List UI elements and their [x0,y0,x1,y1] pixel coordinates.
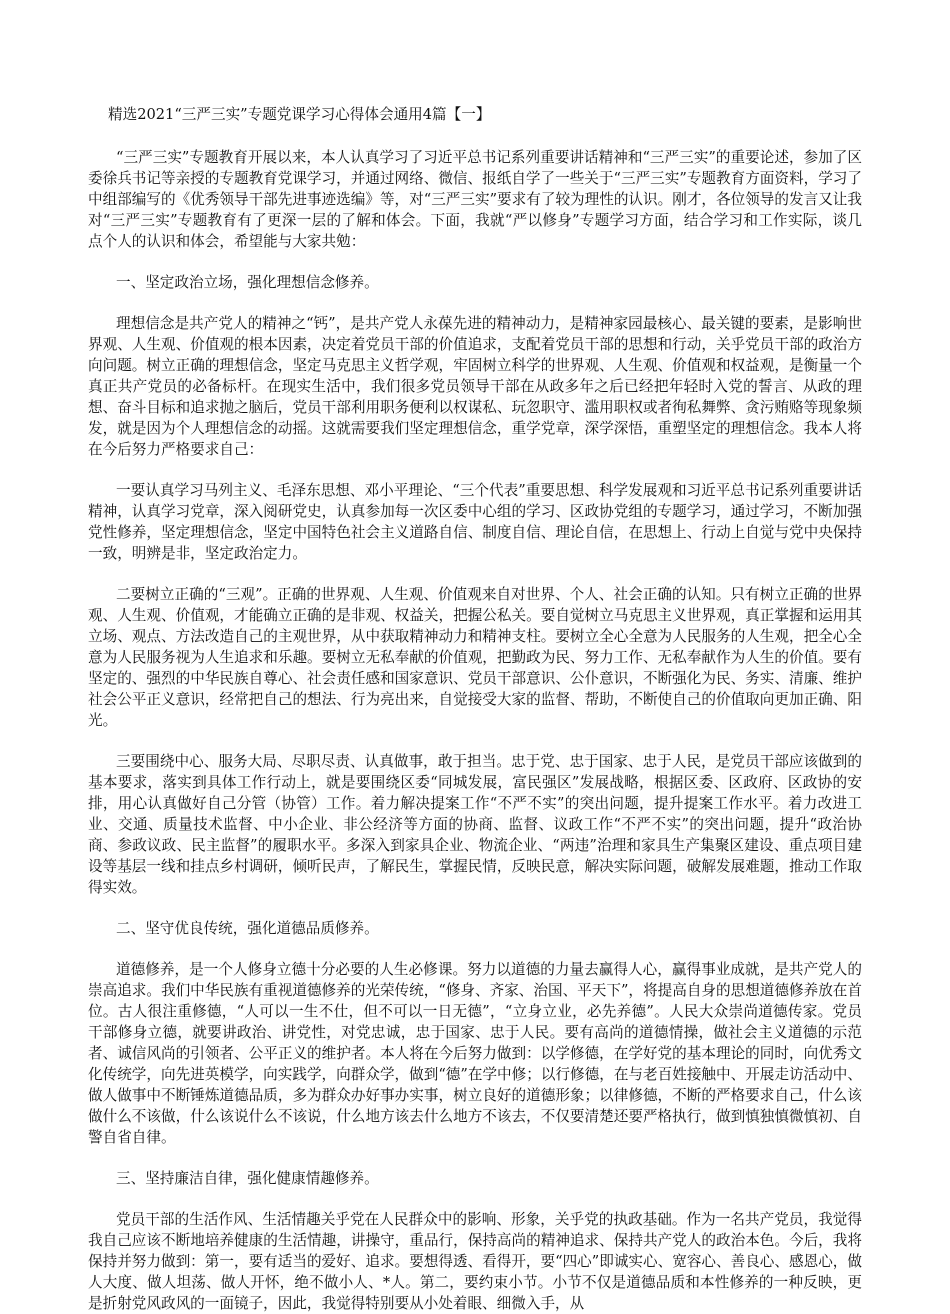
document-body [88,147,862,1314]
paragraph: “三严三实”专题教育开展以来，本人认真学习了习近平总书记系列重要讲话精神和“三严三实”的重要论述，参加了区委徐兵书记等亲授的专题教育党课学习，并通过网络、微信、报纸自学了一些关于“三严三实”专题教育方面资料，学习了中组部编写的《优秀领导干部先进事迹选编》等，对“三严三实”要求有了较为理性的认识。刚才，各位领导的发言又让我对“三严三实”专题教育有了更深一层的了解和体会。下面，我就“严以修身”专题学习方面，结合学习和工作实际，谈几点个人的认识和体会，希望能与大家共勉： [88,149,862,250]
section-heading: 二、坚守优良传统，强化道德品质修养。 [116,920,379,937]
paragraph: 二要树立正确的“三观”。正确的世界观、人生观、价值观来自对世界、个人、社会正确的认知。只有树立正确的世界观、人生观、价值观，才能确立正确的是非观、权益关，把握公私关。要自觉树立马克思主义世界观，真正掌握和运用其立场、观点、方法改造自己的主观世界，从中获取精神动力和精神支柱。要树立全心全意为人民服务的人生观，把全心全意为人民服务视为人生追求和乐趣。要树立无私奉献的价值观，把勤政为民、努力工作、无私奉献作为人生的价值。要有坚定的、强烈的中华民族自尊心、社会责任感和国家意识、党员干部意识、公仆意识，不断强化为民、务实、清廉、维护社会公平正义意识，经常把自己的想法、行为亮出来，自觉接受大家的监督、帮助，不断使自己的价值取向更加正确、阳光。 [88,586,862,729]
document-title: 精选2021“三严三实”专题党课学习心得体会通用4篇【一】 [108,106,491,123]
paragraph: 道德修养，是一个人修身立德十分必要的人生必修课。努力以道德的力量去赢得人心，赢得事业成就，是共产党人的崇高追求。我们中华民族有重视道德修养的光荣传统，“修身、齐家、治国、平天下”，将提高自身的思想道德修养放在首位。古人很注重修德，“人可以一生不仕，但不可以一日无德”，“立身立业，必先养德”。人民大众崇尚道德传家。党员干部修身立德，就要讲政治、讲党性，对党忠诚，忠于国家、忠于人民。要有高尚的道德情操，做社会主义道德的示范者、诚信风尚的引领者、公平正义的维护者。本人将在今后努力做到：以学修德，在学好党的基本理论的同时，向优秀文化传统学，向先进英模学，向实践学，向群众学，做到“德”在学中修；以行修德，在与老百姓接触中、开展走访活动中、做人做事中不断锤炼道德品质，多为群众办好事办实事，树立良好的道德形象；以律修德，不断的严格要求自己，什么该做什么不该做，什么该说什么不该说，什么地方该去什么地方不该去，不仅要清楚还要严格执行，做到慎独慎微慎初、自警自省自律。 [88,961,862,1146]
paragraph: 理想信念是共产党人的精神之“钙”，是共产党人永葆先进的精神动力，是精神家园最核心、最关键的要素，是影响世界观、人生观、价值观的根本因素，决定着党员干部的价值追求，支配着党员干部的思想和行动，关乎党员干部的政治方向问题。树立正确的理想信念，坚定马克思主义哲学观，牢固树立科学的世界观、人生观、价值观和权益观，是衡量一个真正共产党员的必备标杆。在现实生活中，我们很多党员领导干部在从政多年之后已经把年轻时入党的誓言、从政的理想、奋斗目标和追求抛之脑后，党员干部利用职务便利以权谋私、玩忽职守、滥用职权或者徇私舞弊、贪污贿赂等现象频发，就是因为个人理想信念的动摇。这就需要我们坚定理想信念，重学党章，深学深悟，重塑坚定的理想信念。我本人将在今后努力严格要求自己： [88,315,862,458]
paragraph: 三要围绕中心、服务大局、尽职尽责、认真做事，敢于担当。忠于党、忠于国家、忠于人民，是党员干部应该做到的基本要求，落实到具体工作行动上，就是要围绕区委“同城发展，富民强区”发展战略，根据区委、区政府、区政协的安排，用心认真做好自己分管（协管）工作。着力解决提案工作“不严不实”的突出问题，提升提案工作水平。着力改进工业、交通、质量技术监督、中小企业、非公经济等方面的协商、监督、议政工作“不严不实”的突出问题，提升“政治协商、参政议政、民主监督”的履职水平。多深入到家具企业、物流企业、“两违”治理和家具生产集聚区建设、重点项目建设等基层一线和挂点乡村调研，倾听民声，了解民生，掌握民情，反映民意，解决实际问题，破解发展难题，推动工作取得实效。 [88,753,862,896]
section-heading: 一、坚定政治立场，强化理想信念修养。 [116,274,379,291]
paragraph: 党员干部的生活作风、生活情趣关乎党在人民群众中的影响、形象，关乎党的执政基础。作为一名共产党员，我觉得我自己应该不断地培养健康的生活情趣，讲操守，重品行，保持高尚的精神追求、保持共产党人的政治本色。今后，我将保持并努力做到：第一，要有适当的爱好、追求。要想得透、看得开，要“四心”即诚实心、宽容心、善良心、感恩心，做人大度、做人坦荡、做人开怀，绝不做小人、*人。第二，要约束小节。小节不仅是道德品质和本性修养的一种反映，更是折射党风政风的一面镜子，因此，我觉得特别要从小处着眼、细微入手，从 [88,1211,862,1312]
paragraph: 一要认真学习马列主义、毛泽东思想、邓小平理论、“三个代表”重要思想、科学发展观和习近平总书记系列重要讲话精神，认真学习党章，深入阅研党史，认真参加每一次区委中心组的学习、区政协党组的专题学习，通过学习，不断加强党性修养，坚定理想信念，坚定中国特色社会主义道路自信、制度自信、理论自信，在思想上、行动上自觉与党中央保持一致，明辨是非，坚定政治定力。 [88,482,862,562]
section-heading: 三、坚持廉洁自律，强化健康情趣修养。 [116,1170,379,1187]
